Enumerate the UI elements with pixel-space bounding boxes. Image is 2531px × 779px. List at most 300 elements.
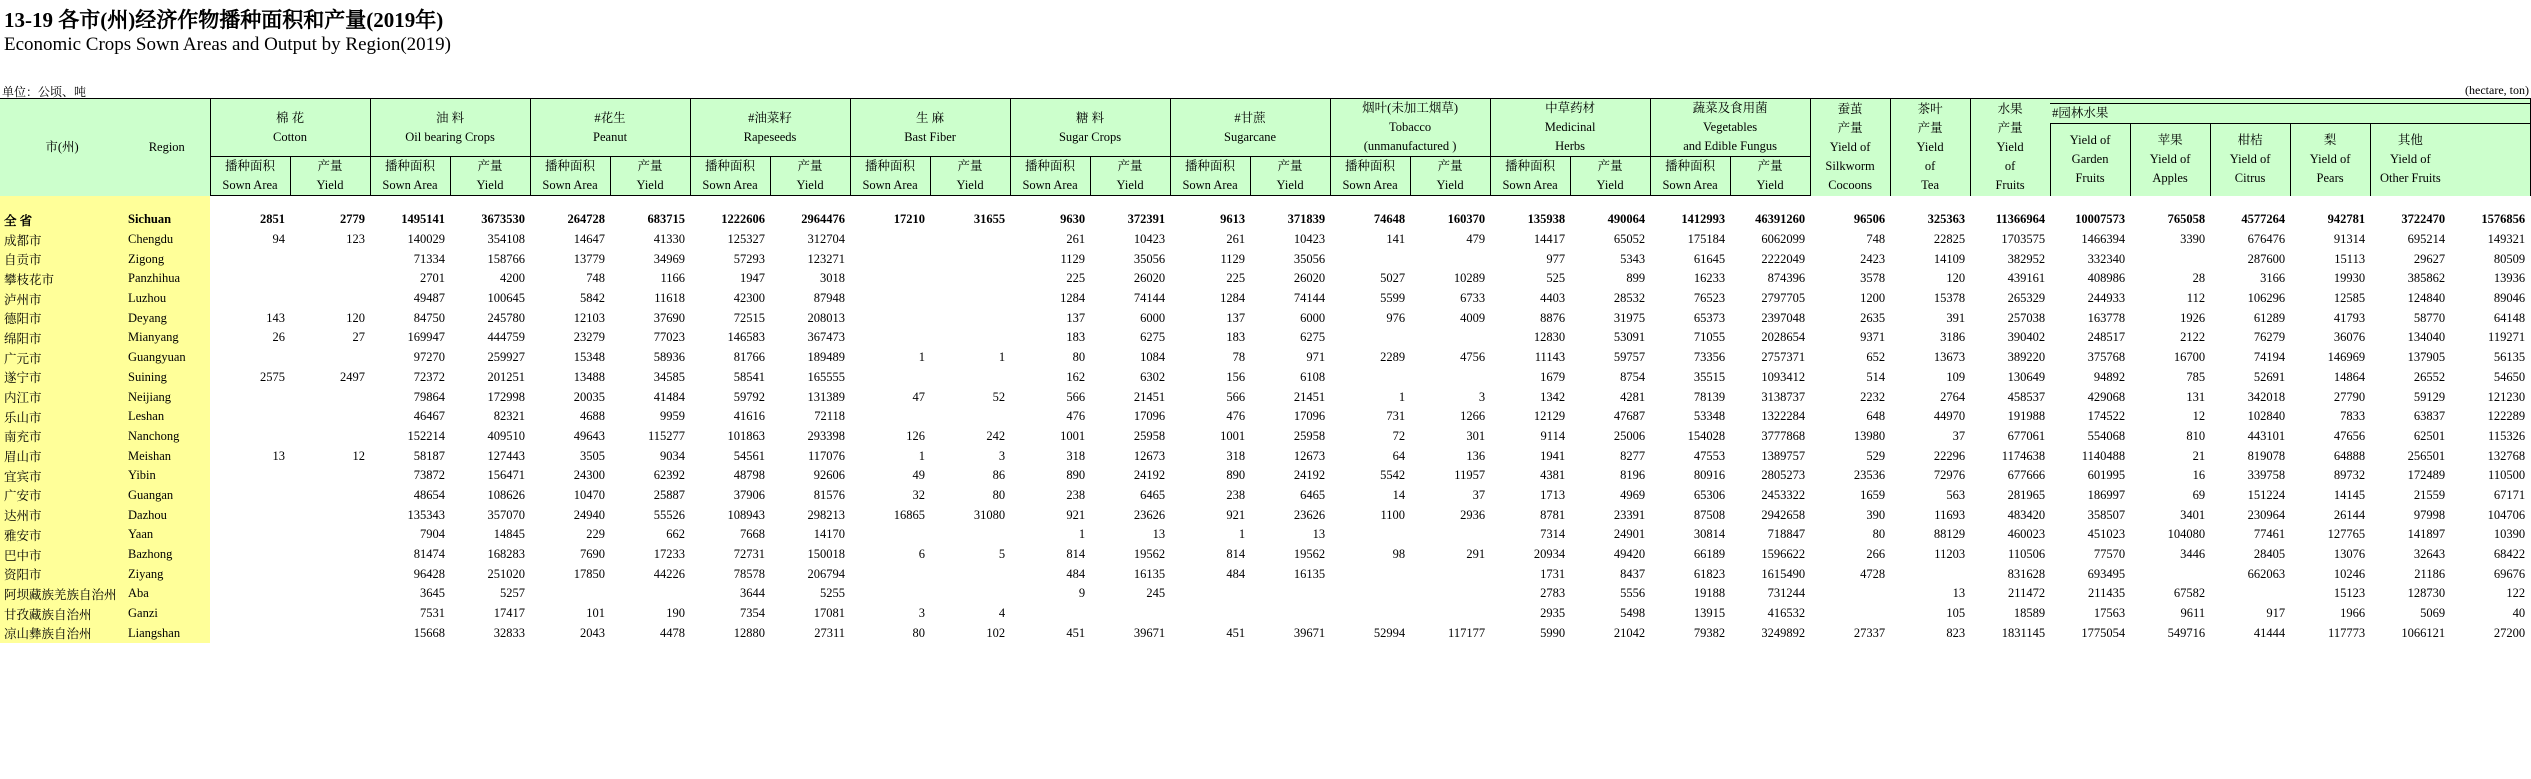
table-cell [1330,368,1410,388]
table-cell: 82321 [493,409,526,424]
table-cell: 12585 [2333,291,2366,306]
table-cell: 69 [2192,487,2206,502]
table-cell: 2043 [580,625,606,640]
table-cell: 63837 [2413,409,2446,424]
table-cell: 3578 [1860,271,1886,286]
table-cell: 5599 [1380,291,1406,306]
table-cell: 1100 [1380,507,1406,522]
table-cell: 123 [346,232,366,247]
table-cell: 123271 [807,251,846,266]
table-cell: 7668 [740,527,766,542]
table-cell: 5 [998,547,1006,562]
header-oil: 油 料 Oil bearing Crops [370,99,530,157]
table-cell: 52691 [2253,369,2286,384]
table-cell: 831628 [2007,566,2046,581]
table-cell: 9959 [660,409,686,424]
table-cell: 27200 [2493,625,2526,640]
table-cell: 2805273 [1761,468,1806,483]
table-cell [2130,249,2210,269]
table-cell: 942781 [2327,212,2366,227]
table-cell: 27 [352,330,366,345]
table-cell: 318 [1066,448,1086,463]
table-cell: 921 [1226,507,1246,522]
table-cell: 325363 [1927,212,1966,227]
table-cell: 1 [918,448,926,463]
table-cell: 39671 [1133,625,1166,640]
table-cell: 34969 [653,251,686,266]
table-cell: 9114 [1540,428,1566,443]
table-cell: 49643 [573,428,606,443]
table-cell: 2757371 [1761,350,1806,365]
table-cell: 1222606 [721,212,766,227]
table-cell [1010,604,1090,624]
table-cell: 1576856 [2481,212,2526,227]
table-cell: 451 [1066,625,1086,640]
city-name-cell: 绵阳市 [0,328,124,348]
table-row [0,545,2531,565]
table-cell: 112 [2186,291,2206,306]
table-cell: 48654 [413,487,446,502]
table-cell: 6 [918,547,926,562]
table-cell: 89732 [2333,468,2366,483]
table-cell [930,289,1010,309]
region-name-cell: Guangyuan [124,348,210,368]
table-cell: 78139 [1693,389,1726,404]
table-cell [210,466,290,486]
table-cell: 141897 [2407,527,2446,542]
table-row [0,308,2531,328]
table-cell [850,308,930,328]
table-cell: 149321 [2487,232,2526,247]
region-name-cell: Panzhihua [124,269,210,289]
table-cell: 74648 [1373,212,1406,227]
city-name-cell: 巴中市 [0,545,124,565]
table-cell: 1412993 [1681,212,1726,227]
table-cell: 444759 [487,330,526,345]
table-cell [1170,604,1250,624]
table-row [0,289,2531,309]
table-cell: 74194 [2253,350,2286,365]
table-cell: 6062099 [1761,232,1806,247]
table-cell [850,564,930,584]
table-cell: 6733 [1460,291,1486,306]
subheader-sown-area: 播种面积 Sown Area [850,157,930,196]
table-cell: 80509 [2493,251,2526,266]
city-name-cell: 德阳市 [0,308,124,328]
table-cell: 371839 [1287,212,1326,227]
table-cell: 41793 [2333,310,2366,325]
table-cell [290,505,370,525]
table-cell: 4009 [1460,310,1486,325]
table-cell: 26552 [2413,369,2446,384]
table-cell: 131 [2186,389,2206,404]
table-cell: 3018 [820,271,846,286]
table-cell: 318 [1226,448,1246,463]
table-cell: 94892 [2093,369,2126,384]
subheader-sown-area: 播种面积 Sown Area [1170,157,1250,196]
table-cell: 86 [992,468,1006,483]
table-cell: 3722470 [2401,212,2446,227]
table-cell: 9630 [1060,212,1086,227]
page-title-en: Economic Crops Sown Areas and Output by Region(2019) [4,34,451,55]
table-row [0,446,2531,466]
table-cell: 9 [1078,586,1086,601]
table-cell: 3401 [2180,507,2206,522]
table-cell: 7314 [1540,527,1566,542]
table-cell: 332340 [2087,251,2126,266]
table-cell: 293398 [807,428,846,443]
table-cell: 676476 [2247,232,2286,247]
table-cell: 5990 [1540,625,1566,640]
table-cell: 677666 [2007,468,2046,483]
table-cell: 874396 [1767,271,1806,286]
table-cell: 13488 [573,369,606,384]
table-cell: 140029 [407,232,446,247]
table-cell: 476 [1066,409,1086,424]
table-cell: 37 [1472,487,1486,502]
subheader-yield: 产量 Yield [1570,157,1650,196]
table-cell: 5257 [500,586,526,601]
table-cell: 2783 [1540,586,1566,601]
table-row [0,427,2531,447]
region-name-cell: Yibin [124,466,210,486]
table-cell: 24192 [1133,468,1166,483]
table-cell: 819078 [2247,448,2286,463]
header-region: Region [124,99,210,196]
table-cell: 211435 [2088,586,2126,601]
table-cell: 64148 [2493,310,2526,325]
table-cell: 2453322 [1761,487,1806,502]
table-cell: 59129 [2413,389,2446,404]
table-cell: 287600 [2247,251,2286,266]
table-cell: 15348 [573,350,606,365]
table-cell: 17096 [1293,409,1326,424]
table-cell: 72731 [733,547,766,562]
table-cell [850,249,930,269]
table-cell: 312704 [807,232,846,247]
table-cell: 13936 [2493,271,2526,286]
table-cell: 251020 [487,566,526,581]
table-cell: 27311 [814,625,846,640]
table-cell: 439161 [2007,271,2046,286]
table-cell: 265329 [2007,291,2046,306]
table-cell: 102 [986,625,1006,640]
region-name-cell: Leshan [124,407,210,427]
table-cell: 8876 [1540,310,1566,325]
table-row [0,604,2531,624]
city-name-cell: 自贡市 [0,249,124,269]
table-cell: 79382 [1693,625,1726,640]
table-cell: 64 [1392,448,1406,463]
table-row [0,505,2531,525]
header-city: 市(州) [0,99,124,196]
header-silk: 蚕茧 产量 Yield of Silkworm Cocoons [1810,99,1890,196]
region-name-cell: Bazhong [124,545,210,565]
table-cell: 259927 [487,350,526,365]
table-cell: 189489 [807,350,846,365]
table-cell: 165555 [807,369,846,384]
table-row [0,368,2531,388]
table-cell: 58936 [653,350,686,365]
table-cell: 261 [1066,232,1086,247]
table-cell: 73872 [413,468,446,483]
table-cell: 56135 [2493,350,2526,365]
unit-label-en: (hectare, ton) [2465,83,2529,97]
table-cell: 1 [918,350,926,365]
table-cell: 2122 [2180,330,2206,345]
table-cell: 256501 [2407,448,2446,463]
table-cell: 342018 [2247,389,2286,404]
city-name-cell: 资阳市 [0,564,124,584]
table-cell: 78 [1232,350,1246,365]
table-cell [290,289,370,309]
table-cell: 566 [1226,389,1246,404]
city-name-cell: 甘孜藏族自治州 [0,604,124,624]
table-cell: 5542 [1380,468,1406,483]
table-cell: 125327 [727,232,766,247]
table-cell: 917 [2266,606,2286,621]
table-cell: 6000 [1300,310,1326,325]
table-cell: 4200 [500,271,526,286]
header-herbs: 中草药材 Medicinal Herbs [1490,99,1650,157]
table-cell: 1166 [660,271,686,286]
table-cell: 137 [1066,310,1086,325]
table-cell: 483420 [2007,507,2046,522]
table-cell: 48798 [733,468,766,483]
table-cell: 7354 [740,606,766,621]
table-cell: 28532 [1613,291,1646,306]
table-cell: 97270 [413,350,446,365]
table-cell: 1947 [740,271,766,286]
table-cell [290,269,370,289]
table-cell: 146583 [727,330,766,345]
table-cell: 971 [1306,350,1326,365]
table-cell: 67582 [2173,586,2206,601]
header-peanut: #花生 Peanut [530,99,690,157]
table-cell: 98 [1392,547,1406,562]
table-cell: 718847 [1767,527,1806,542]
table-cell: 731 [1386,409,1406,424]
table-cell: 31975 [1613,310,1646,325]
table-cell: 16233 [1693,271,1726,286]
table-cell [930,564,1010,584]
table-cell: 291 [1466,547,1486,562]
table-cell: 6302 [1140,369,1166,384]
table-cell [1410,525,1490,545]
table-cell [930,407,1010,427]
table-cell: 35056 [1133,251,1166,266]
table-cell: 21451 [1133,389,1166,404]
table-cell: 13 [272,448,285,463]
table-cell: 2289 [1380,350,1406,365]
region-name-cell: Aba [124,584,210,604]
table-cell: 96428 [413,566,446,581]
table-cell: 191988 [2007,409,2046,424]
city-name-cell: 眉山市 [0,446,124,466]
table-cell: 115277 [647,428,686,443]
table-cell: 39671 [1293,625,1326,640]
table-cell: 44970 [1933,409,1966,424]
table-cell: 74144 [1133,291,1166,306]
table-cell: 49420 [1613,547,1646,562]
table-cell [210,505,290,525]
table-cell: 2851 [260,212,285,227]
table-cell [930,230,1010,250]
table-cell: 225 [1066,271,1086,286]
table-cell: 266 [1866,547,1886,562]
table-cell: 261 [1226,232,1246,247]
table-cell: 16700 [2173,350,2206,365]
table-cell: 13673 [1933,350,1966,365]
table-cell: 26144 [2333,507,2366,522]
table-cell: 6000 [1140,310,1166,325]
table-cell: 110500 [2488,468,2526,483]
table-cell: 24901 [1613,527,1646,542]
region-name-cell: Zigong [124,249,210,269]
table-cell [210,623,290,643]
table-cell: 19562 [1133,547,1166,562]
city-name-cell: 南充市 [0,427,124,447]
table-cell: 3 [1478,389,1486,404]
table-cell: 1831145 [2001,625,2046,640]
table-cell: 71055 [1693,330,1726,345]
table-cell: 201251 [487,369,526,384]
table-cell: 135938 [1527,212,1566,227]
table-cell: 6108 [1300,369,1326,384]
region-name-cell: Ziyang [124,564,210,584]
table-cell: 1466394 [2081,232,2126,247]
table-cell: 16 [2192,468,2206,483]
table-cell: 25887 [653,487,686,502]
table-cell: 238 [1066,487,1086,502]
table-cell: 748 [586,271,606,286]
table-cell: 69676 [2493,566,2526,581]
table-cell: 1389757 [1761,448,1806,463]
table-cell: 17096 [1133,409,1166,424]
table-cell: 339758 [2247,468,2286,483]
table-cell: 1001 [1220,428,1246,443]
table-cell [290,387,370,407]
subheader-sown-area: 播种面积 Sown Area [1490,157,1570,196]
table-cell [1170,584,1250,604]
table-cell: 358507 [2087,507,2126,522]
table-cell: 132768 [2487,448,2526,463]
table-cell: 2701 [420,271,446,286]
table-cell: 683715 [647,212,686,227]
table-cell: 160370 [1447,212,1486,227]
table-cell: 158766 [487,251,526,266]
table-cell: 15113 [2334,251,2366,266]
table-cell: 13980 [1853,428,1886,443]
table-cell: 8277 [1620,448,1646,463]
table-cell: 79864 [413,389,446,404]
table-cell: 131389 [807,389,846,404]
table-cell: 549716 [2167,625,2206,640]
table-cell: 9034 [660,448,686,463]
table-cell: 208013 [807,310,846,325]
table-cell: 14864 [2333,369,2366,384]
table-cell: 298213 [807,507,846,522]
table-cell: 7690 [580,547,606,562]
table-cell: 1001 [1060,428,1086,443]
table-cell: 10423 [1293,232,1326,247]
region-name-cell: Chengdu [124,230,210,250]
table-cell: 14647 [573,232,606,247]
table-cell: 2935 [1540,606,1566,621]
table-cell: 10470 [573,487,606,502]
table-cell: 17081 [813,606,846,621]
table-cell: 5027 [1380,271,1406,286]
table-cell: 71334 [413,251,446,266]
table-cell [930,368,1010,388]
header-tobacco: 烟叶(未加工烟草) Tobacco (unmanufactured ) [1330,99,1490,157]
table-cell: 58541 [733,369,766,384]
header-pears: 梨 Yield of Pears [2290,124,2370,196]
table-cell: 390402 [2007,330,2046,345]
table-cell: 47656 [2333,428,2366,443]
table-cell [530,584,610,604]
table-cell: 49 [912,468,926,483]
table-cell: 80 [1872,527,1886,542]
table-cell: 19562 [1293,547,1326,562]
table-cell: 146969 [2327,350,2366,365]
table-cell: 8781 [1540,507,1566,522]
table-cell: 117177 [1448,625,1486,640]
table-cell: 11618 [654,291,686,306]
table-cell: 281965 [2007,487,2046,502]
table-cell [290,407,370,427]
table-cell [210,545,290,565]
table-cell: 143 [266,310,285,325]
table-cell: 7531 [420,606,446,621]
table-cell: 13 [1952,586,1966,601]
table-cell: 367473 [807,330,846,345]
table-cell [1250,584,1330,604]
table-cell: 175184 [1687,232,1726,247]
table-cell: 814 [1066,547,1086,562]
table-cell: 451 [1226,625,1246,640]
table-cell: 2779 [340,212,366,227]
table-cell [1330,249,1410,269]
table-cell: 372391 [1127,212,1166,227]
table-cell: 248517 [2087,330,2126,345]
table-cell: 61289 [2253,310,2286,325]
table-cell [1410,249,1490,269]
table-cell: 190 [666,606,686,621]
table-cell [850,525,930,545]
table-cell: 8754 [1620,369,1646,384]
table-cell: 21042 [1613,625,1646,640]
table-cell [290,604,370,624]
table-cell: 169947 [407,330,446,345]
table-cell: 10390 [2493,527,2526,542]
unit-label-cn: 单位：公顷、吨 [2,85,87,99]
table-cell: 1 [998,350,1006,365]
table-cell: 22825 [1933,232,1966,247]
table-cell: 119271 [2488,330,2526,345]
table-cell: 55526 [653,507,686,522]
table-cell: 81576 [813,487,846,502]
table-cell: 32 [912,487,926,502]
region-name-cell: Neijiang [124,387,210,407]
table-cell: 96506 [1853,212,1886,227]
table-row [0,525,2531,545]
table-cell: 110506 [2008,547,2046,562]
table-cell: 89046 [2493,291,2526,306]
table-cell: 1084 [1140,350,1166,365]
table-cell: 31655 [973,212,1006,227]
table-cell: 385862 [2407,271,2446,286]
